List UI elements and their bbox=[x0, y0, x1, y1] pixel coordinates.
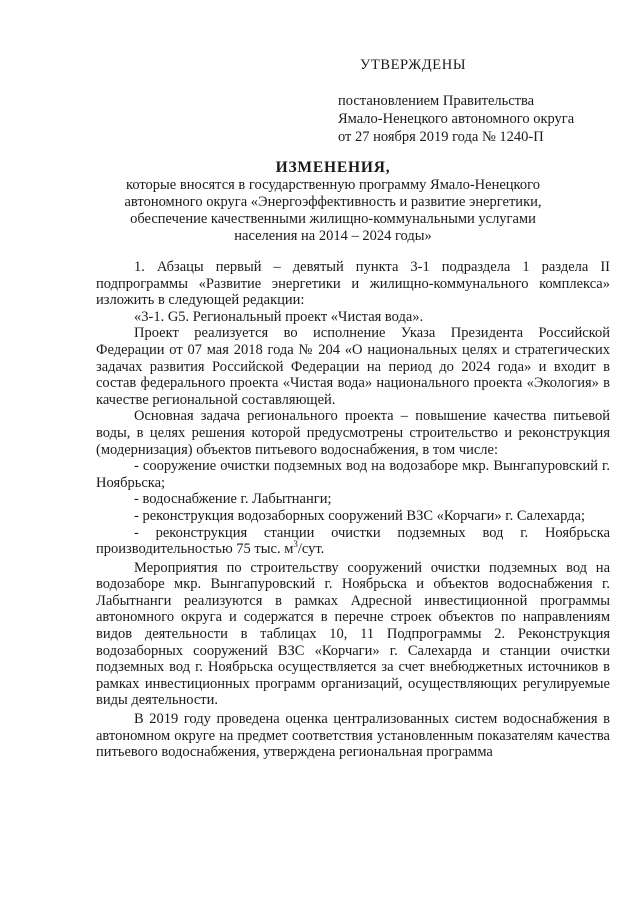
paragraph: Проект реализуется во исполнение Указа Президента Российской Федерации от 07 мая 2018 года № 204 «О национальных целях и стратегических задачах развития Российской Федерации на период до 2024 года» и входит в состав федерального проекта «Чистая вода» национального проекта «Экология» в качестве региональной составляющей. bbox=[96, 325, 610, 408]
approval-line: от 27 ноября 2019 года № 1240-П bbox=[338, 129, 544, 145]
unit-suffix: /сут. bbox=[297, 541, 325, 558]
paragraph: Мероприятия по строительству сооружений очистки подземных вод на водозаборе мкр. Вынгапуровский г. Ноябрьска и объектов водоснабжения г. Лабытнанги реализуются в рамках Адресной инвестиционной программы автономного округа и содержатся в перечне строек объектов по направлениям видов деятельности в таблицах 10, 11 Подпрограммы 2. Реконструкция водозаборных сооружений ВЗС «Корчаги» г. Салехарда и станции очистки подземных вод г. Ноябрьска осуществляется за счет внебюджетных источников в рамках инвестиционных программ организаций, осуществляющих регулируемые виды деятельности. bbox=[96, 559, 610, 709]
approval-heading: УТВЕРЖДЕНЫ bbox=[360, 57, 467, 73]
list-item bbox=[96, 525, 610, 558]
document-body bbox=[96, 259, 610, 761]
paragraph: Основная задача регионального проекта – повышение качества питьевой воды, в целях решения которой предусмотрены строительство и реконструкция (модернизация) объектов питьевого водоснабжения, в том числе: bbox=[96, 408, 610, 458]
paragraph: 1. Абзацы первый – девятый пункта 3-1 подраздела 1 раздела II подпрограммы «Развитие энергетики и жилищно-коммунального комплекса» изложить в следующей редакции: bbox=[96, 259, 610, 309]
unit-superscript: 3 bbox=[293, 539, 298, 550]
subtitle-line: обеспечение качественными жилищно-коммунальными услугами bbox=[130, 211, 536, 227]
paragraph: «3-1. G5. Региональный проект «Чистая вода». bbox=[134, 308, 424, 325]
subtitle-line: населения на 2014 – 2024 годы» bbox=[234, 228, 432, 244]
approval-block bbox=[338, 56, 618, 146]
list-item: - сооружение очистки подземных вод на водозаборе мкр. Вынгапуровский г. Ноябрьска; bbox=[96, 458, 610, 491]
list-item: - водоснабжение г. Лабытнанги; bbox=[134, 491, 332, 508]
title-block bbox=[110, 159, 556, 245]
list-item: - реконструкция водозаборных сооружений ВЗС «Корчаги» г. Салехарда; bbox=[134, 507, 585, 524]
list-item-text: - реконструкция станции очистки подземных вод г. Ноябрьска производительностью 75 тыс. м bbox=[96, 524, 610, 558]
paragraph: В 2019 году проведена оценка централизованных систем водоснабжения в автономном округе на предмет соответствия установленным показателям качества питьевого водоснабжения, утверждена региональная программа bbox=[96, 711, 610, 761]
subtitle-line: которые вносятся в государственную программу Ямало-Ненецкого bbox=[126, 177, 540, 193]
approval-line: постановлением Правительства bbox=[338, 93, 535, 109]
document-title: ИЗМЕНЕНИЯ, bbox=[275, 159, 391, 176]
subtitle-line: автономного округа «Энергоэффективность и развитие энергетики, bbox=[124, 194, 542, 210]
approval-line: Ямало-Ненецкого автономного округа bbox=[338, 111, 575, 127]
